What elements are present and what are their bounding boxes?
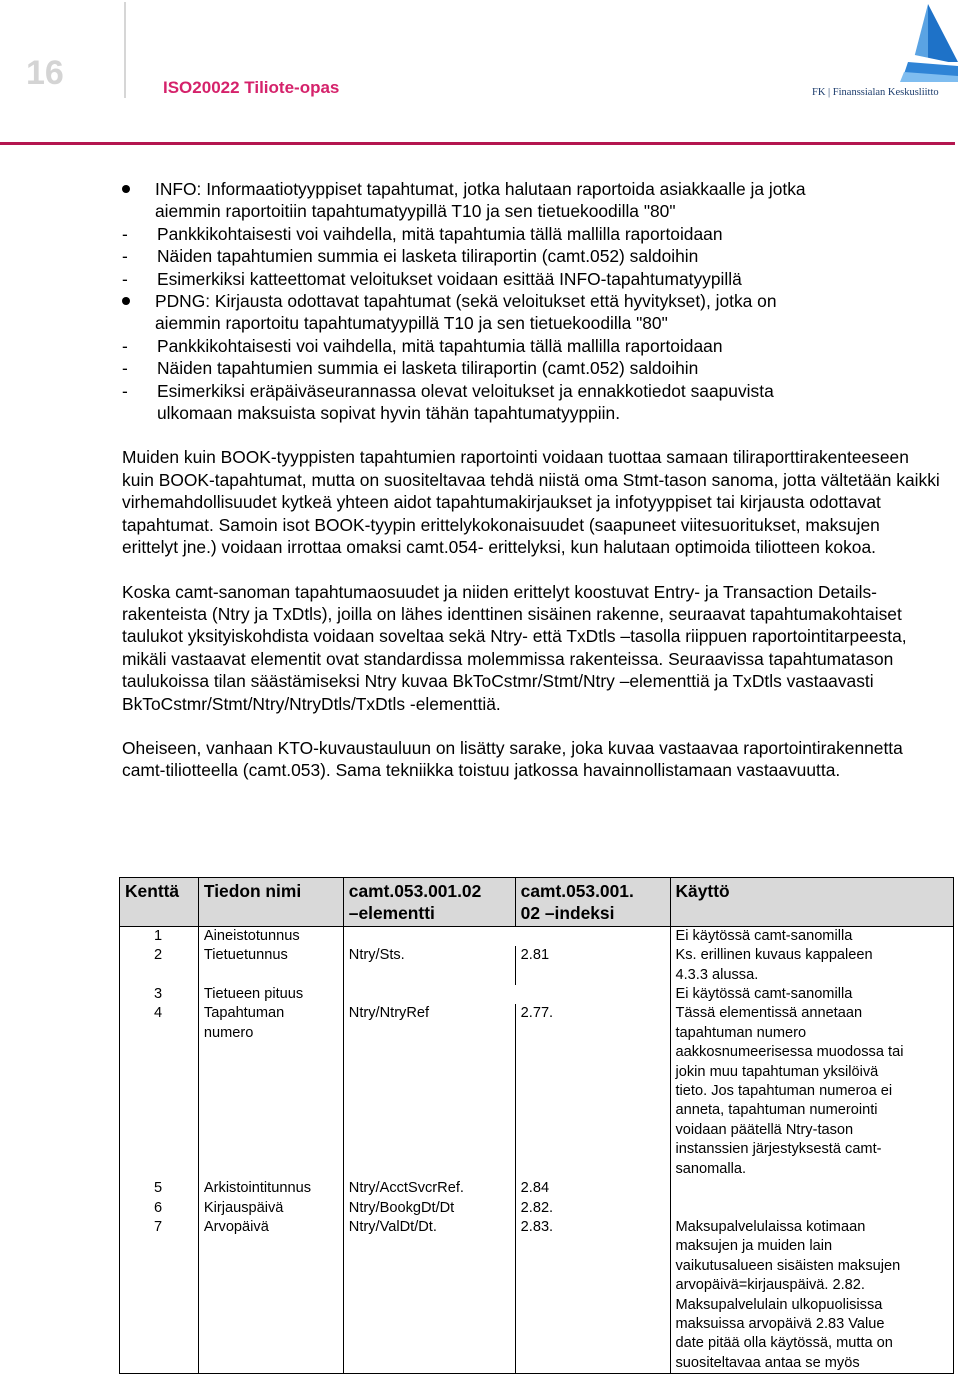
sub-item: - Näiden tapahtumien summia ei lasketa tiliraportin (camt.052) saldoihin (122, 358, 699, 379)
table-cell: Arkistointitunnus (198, 1179, 343, 1198)
table-cell: Tietuetunnus (198, 946, 343, 985)
table-cell (343, 985, 670, 1004)
paragraph: Muiden kuin BOOK-tyyppisten tapahtumien raportointi voidaan tuottaa samaan tiliraporttirakenteeseen kuin BOOK-tapahtumat, mutta on suositeltavaa tehdä niistä oma Stmt-tason sanoma, jotta vältetään kaikki virhemahdollisuudet kytkeä yhteen aidot tapahtumakirjaukset ja infotyyppiset tai kirjausta odottavat tapahtumat. Samoin isot BOOK-tyypin erittelykokonaisuudet (saapuneet viitesuoritukset, maksujen erittelyt jne.) voidaan irrottaa omaksi camt.054- erittelyksi, kun halutaan optimoida tiliotteen kokoa. (122, 447, 940, 558)
sub-item-text: Näiden tapahtumien summia ei lasketa tiliraportin (camt.052) saldoihin (157, 358, 699, 379)
sub-item: - Esimerkiksi eräpäiväseurannassa olevat veloitukset ja ennakkotiedot saapuvista ulkomaan maksuista sopivat hyvin tähän tapahtumatyyppiin. (122, 380, 774, 424)
bullet-text: PDNG: Kirjausta odottavat tapahtumat (sekä veloitukset että hyvitykset), jotka on (155, 291, 777, 312)
sub-item-text: Näiden tapahtumien summia ei lasketa tiliraportin (camt.052) saldoihin (157, 246, 699, 267)
table-row (120, 1199, 954, 1218)
table-cell: Ks. erillinen kuvaus kappaleen 4.3.3 alussa. (670, 946, 954, 985)
sub-item: - Pankkikohtaisesti voi vaihdella, mitä tapahtumia tällä mallilla raportoidaan (122, 223, 723, 244)
table-row (120, 926, 954, 946)
table-cell: Tapahtuman numero (198, 1004, 343, 1179)
table-cell: Ntry/Sts. (343, 946, 515, 985)
table-cell (670, 1199, 954, 1218)
table-cell: Ntry/ValDt/Dt. (343, 1218, 515, 1374)
table-cell: Ei käytössä camt-sanomilla (670, 985, 954, 1004)
sub-item-text: Esimerkiksi katteettomat veloitukset voidaan esittää INFO-tapahtumatyypillä (157, 268, 742, 289)
bullet-text: aiemmin raportoitu tapahtumatyypillä T10 ja sen tietuekoodilla "80" (155, 313, 668, 334)
paragraph: Koska camt-sanoman tapahtumaosuudet ja niiden erittelyt koostuvat Entry- ja Transaction Details- rakenteista (Ntry ja TxDtls), joilla on lähes identtinen sisäinen rakenne, seuraavat tapahtumakohtaiset taulukot yksityiskohdista voidaan soveltaa sekä Ntry- että TxDtls –tasolla riippuen raportointitarpeesta, mikäli vastaavat elementit ovat standardissa molemmissa rakenteissa. Seuraavissa tapahtumatason taulukoissa tilan säästämiseksi Ntry kuvaa BkToCstmr/Stmt/Ntry –elementtiä ja TxDtls vastaavasti BkToCstmr/Stmt/Ntry/NtryDtls/TxDtls -elementtiä. (122, 581, 907, 714)
table-cell: Ei käytössä camt-sanomilla (670, 926, 954, 946)
table-cell: Tietueen pituus (198, 985, 343, 1004)
table-body (120, 926, 954, 1373)
table-header-row (120, 878, 954, 927)
table-cell: Aineistotunnus (198, 926, 343, 946)
header-divider (124, 2, 126, 98)
table-row (120, 985, 954, 1004)
table-cell: Kirjauspäivä (198, 1199, 343, 1218)
table-cell: 2.81 (515, 946, 670, 985)
column-header: Kenttä (120, 878, 199, 927)
table-cell: 2.77. (515, 1004, 670, 1179)
table-row (120, 1179, 954, 1198)
sub-item-text: Pankkikohtaisesti voi vaihdella, mitä tapahtumia tällä mallilla raportoidaan (157, 223, 723, 244)
table-row (120, 946, 954, 985)
table-cell: 1 (120, 926, 199, 946)
page-number: 16 (26, 54, 64, 92)
table-cell (670, 1179, 954, 1198)
sub-item-text: Pankkikohtaisesti voi vaihdella, mitä tapahtumia tällä mallilla raportoidaan (157, 335, 723, 356)
paragraph: Oheiseen, vanhaan KTO-kuvaustauluun on lisätty sarake, joka kuvaa vastaavaa raportointirakennetta camt-tiliotteella (camt.053). Sama tekniikka toistuu jatkossa havainnollistamaan vastaavuutta. (122, 737, 903, 781)
field-mapping-table (119, 877, 954, 1374)
main-content (122, 178, 940, 782)
logo-text: FK | Finanssialan Keskusliitto (812, 87, 939, 98)
header-rule (0, 142, 955, 145)
table-cell: 5 (120, 1179, 199, 1198)
column-header: Käyttö (670, 878, 954, 927)
sub-item: - Esimerkiksi katteettomat veloitukset voidaan esittää INFO-tapahtumatyypillä (122, 268, 742, 289)
bullet-text: aiemmin raportoitiin tapahtumatyypillä T10 ja sen tietuekoodilla "80" (155, 201, 676, 222)
table-cell: 2.82. (515, 1199, 670, 1218)
table-cell: 2.84 (515, 1179, 670, 1198)
table-cell: 7 (120, 1218, 199, 1374)
table-cell: Maksupalvelulaissa kotimaan maksujen ja muiden lain vaikutusalueen sisäisten maksujen arvopäivä=kirjauspäivä. 2.82. Maksupalvelulain ulkopuolisissa maksuissa arvopäivä 2.83 Value date pitää olla käytössä, mutta on suositeltavaa antaa se myös (670, 1218, 954, 1374)
organization-logo (812, 2, 958, 100)
bullet-dot-icon (122, 185, 130, 193)
document-title: ISO20022 Tiliote-opas (163, 78, 340, 97)
sub-item: - Näiden tapahtumien summia ei lasketa tiliraportin (camt.052) saldoihin (122, 246, 699, 267)
table-cell: 4 (120, 1004, 199, 1179)
table-cell: 2.83. (515, 1218, 670, 1374)
column-header: camt.053.001. 02 –indeksi (515, 878, 670, 927)
table-cell: Tässä elementissä annetaan tapahtuman numero aakkosnumeerisessa muodossa tai jokin muu tapahtuman yksilöivä tieto. Jos tapahtuman numeroa ei anneta, tapahtuman numerointi voidaan päätellä Ntry-tason instanssien järjestyksestä camt- sanomalla. (670, 1004, 954, 1179)
column-header: Tiedon nimi (198, 878, 343, 927)
table-cell: Ntry/NtryRef (343, 1004, 515, 1179)
table-cell: 3 (120, 985, 199, 1004)
bullet-item-info (122, 178, 940, 223)
table-cell: Ntry/AcctSvcrRef. (343, 1179, 515, 1198)
column-header: camt.053.001.02 –elementti (343, 878, 515, 927)
table-cell (343, 926, 670, 946)
bullet-text: INFO: Informaatiotyyppiset tapahtumat, jotka halutaan raportoida asiakkaalle ja jotka (155, 179, 806, 199)
bullet-item-pdng (122, 290, 940, 335)
sub-item: - Pankkikohtaisesti voi vaihdella, mitä tapahtumia tällä mallilla raportoidaan (122, 335, 723, 356)
table-cell: 2 (120, 946, 199, 985)
table-row (120, 1004, 954, 1179)
table-cell: Arvopäivä (198, 1218, 343, 1374)
sub-item-text: Esimerkiksi eräpäiväseurannassa olevat veloitukset ja ennakkotiedot saapuvista ulkomaan maksuista sopivat hyvin tähän tapahtumatyyppiin. (157, 380, 774, 424)
logo-emblem-icon (812, 2, 958, 84)
bullet-dot-icon (122, 297, 130, 305)
table-cell: Ntry/BookgDt/Dt (343, 1199, 515, 1218)
table-row (120, 1218, 954, 1374)
table-cell: 6 (120, 1199, 199, 1218)
